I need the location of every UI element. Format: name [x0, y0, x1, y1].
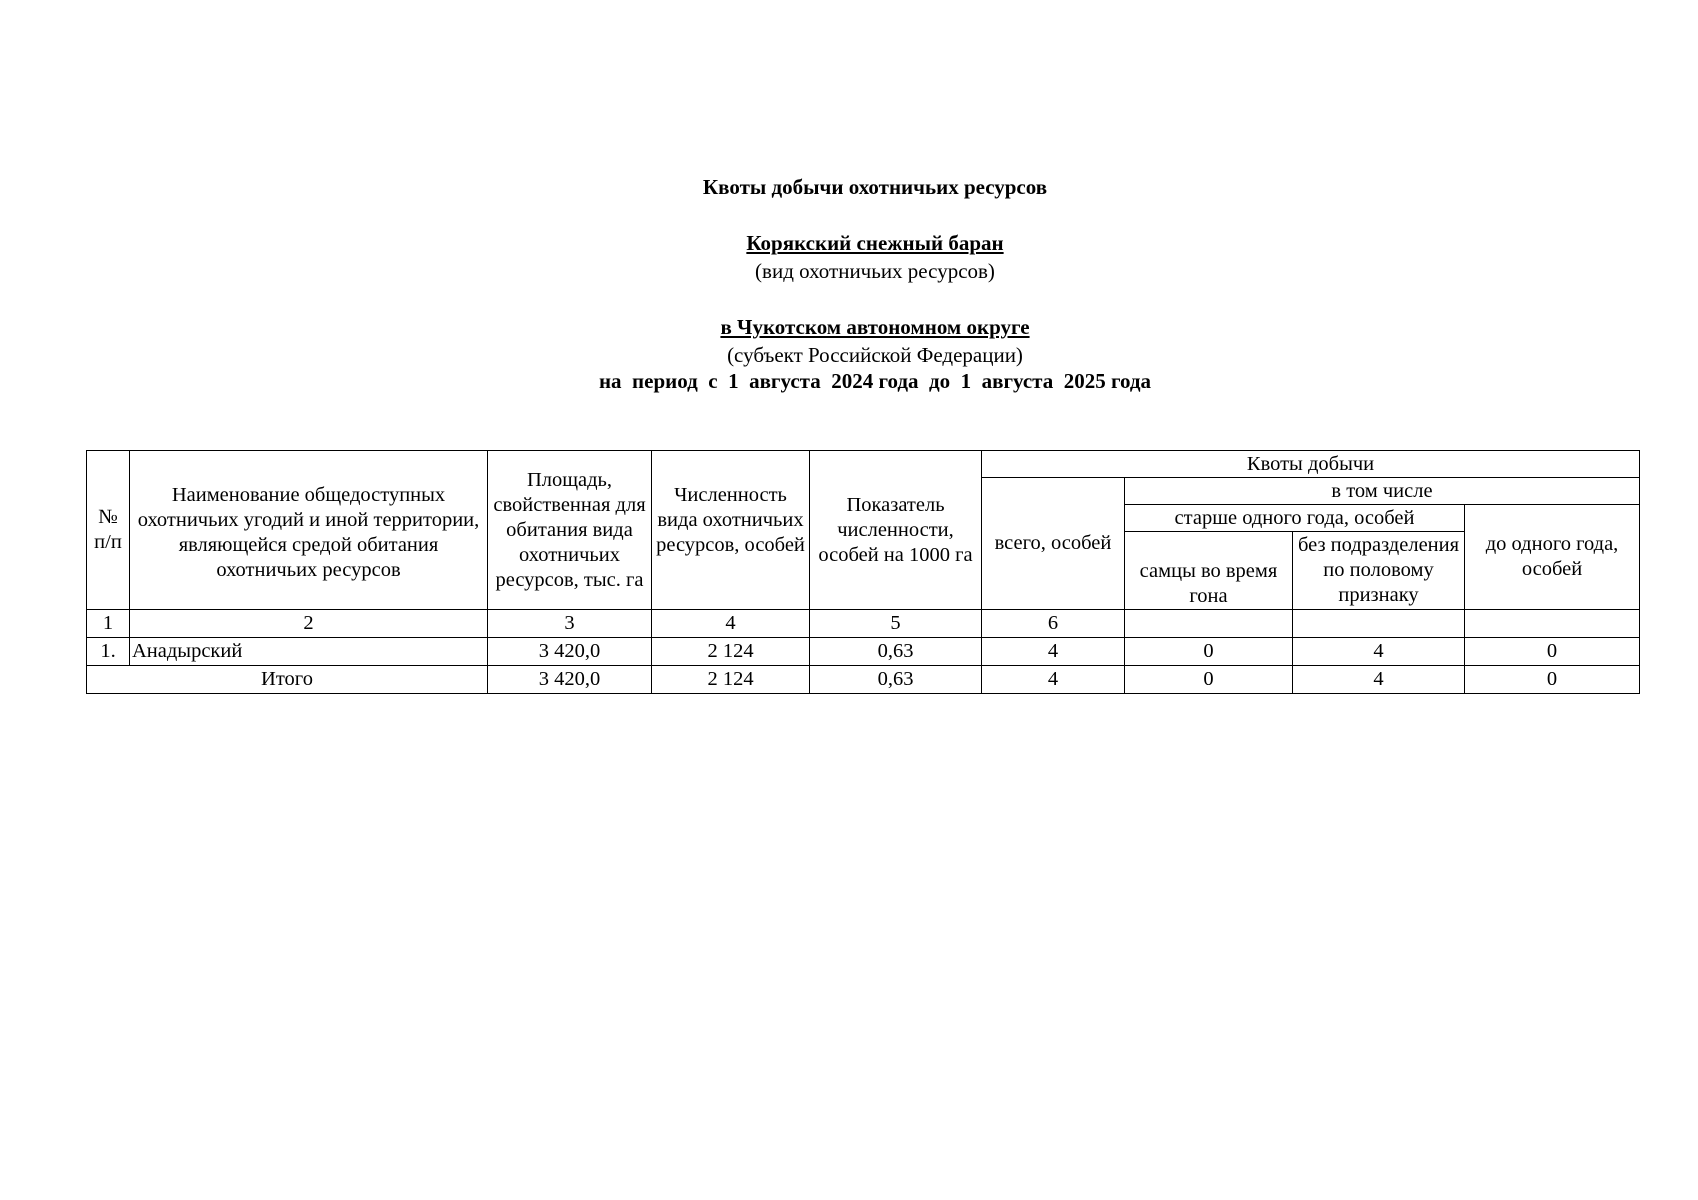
header-older: старше одного года, особей [1125, 505, 1465, 532]
species-name: Корякский снежный баран [746, 231, 1004, 255]
header-total: всего, особей [982, 478, 1125, 610]
header-population: Численность вида охотничьих ресурсов, особей [652, 451, 810, 610]
totals-row [87, 666, 1640, 694]
period-text: на период с 1 августа 2024 года до 1 августа 2025 года [598, 369, 1152, 393]
column-number: 2 [130, 610, 488, 638]
header-males: самцы во время гона [1125, 532, 1293, 610]
column-number: 3 [488, 610, 652, 638]
totals-total: 4 [982, 666, 1125, 694]
header-row-1 [87, 451, 1640, 478]
species-caption: (вид охотничьих ресурсов) [755, 259, 995, 283]
column-number [1293, 610, 1465, 638]
region-name: в Чукотском автономном округе [720, 315, 1030, 339]
row-name: Анадырский [130, 638, 488, 666]
column-number: 4 [652, 610, 810, 638]
totals-males: 0 [1125, 666, 1293, 694]
totals-label: Итого [87, 666, 488, 694]
header-density: Показатель численности, особей на 1000 га [810, 451, 982, 610]
totals-population: 2 124 [652, 666, 810, 694]
totals-no-sex: 4 [1293, 666, 1465, 694]
column-numbers-row [87, 610, 1640, 638]
row-population: 2 124 [652, 638, 810, 666]
column-number: 6 [982, 610, 1125, 638]
row-density: 0,63 [810, 638, 982, 666]
row-area: 3 420,0 [488, 638, 652, 666]
species-block [0, 229, 1698, 285]
region-caption: (субъект Российской Федерации) [727, 343, 1023, 367]
row-under-one: 0 [1465, 638, 1640, 666]
document-title-text: Квоты добычи охотничьих ресурсов [702, 175, 1048, 199]
document-title [0, 173, 1698, 201]
header-under-one: до одного года, особей [1465, 505, 1640, 610]
column-number: 1 [87, 610, 130, 638]
period-line [0, 367, 1698, 395]
row-num: 1. [87, 638, 130, 666]
table-row [87, 638, 1640, 666]
header-area: Площадь, свойственная для обитания вида охотничьих ресурсов, тыс. га [488, 451, 652, 610]
row-total: 4 [982, 638, 1125, 666]
quota-table [86, 450, 1640, 694]
header-name: Наименование общедоступных охотничьих угодий и иной территории, являющейся средой обитания охотничьих ресурсов [130, 451, 488, 610]
region-block [0, 313, 1698, 369]
header-quota-group: Квоты добычи [982, 451, 1640, 478]
header-num: № п/п [87, 451, 130, 610]
column-number [1465, 610, 1640, 638]
row-no-sex: 4 [1293, 638, 1465, 666]
totals-area: 3 420,0 [488, 666, 652, 694]
row-males: 0 [1125, 638, 1293, 666]
column-number [1125, 610, 1293, 638]
header-no-sex: без подразделения по половому признаку [1293, 532, 1465, 610]
totals-density: 0,63 [810, 666, 982, 694]
column-number: 5 [810, 610, 982, 638]
header-including: в том числе [1125, 478, 1640, 505]
totals-under-one: 0 [1465, 666, 1640, 694]
